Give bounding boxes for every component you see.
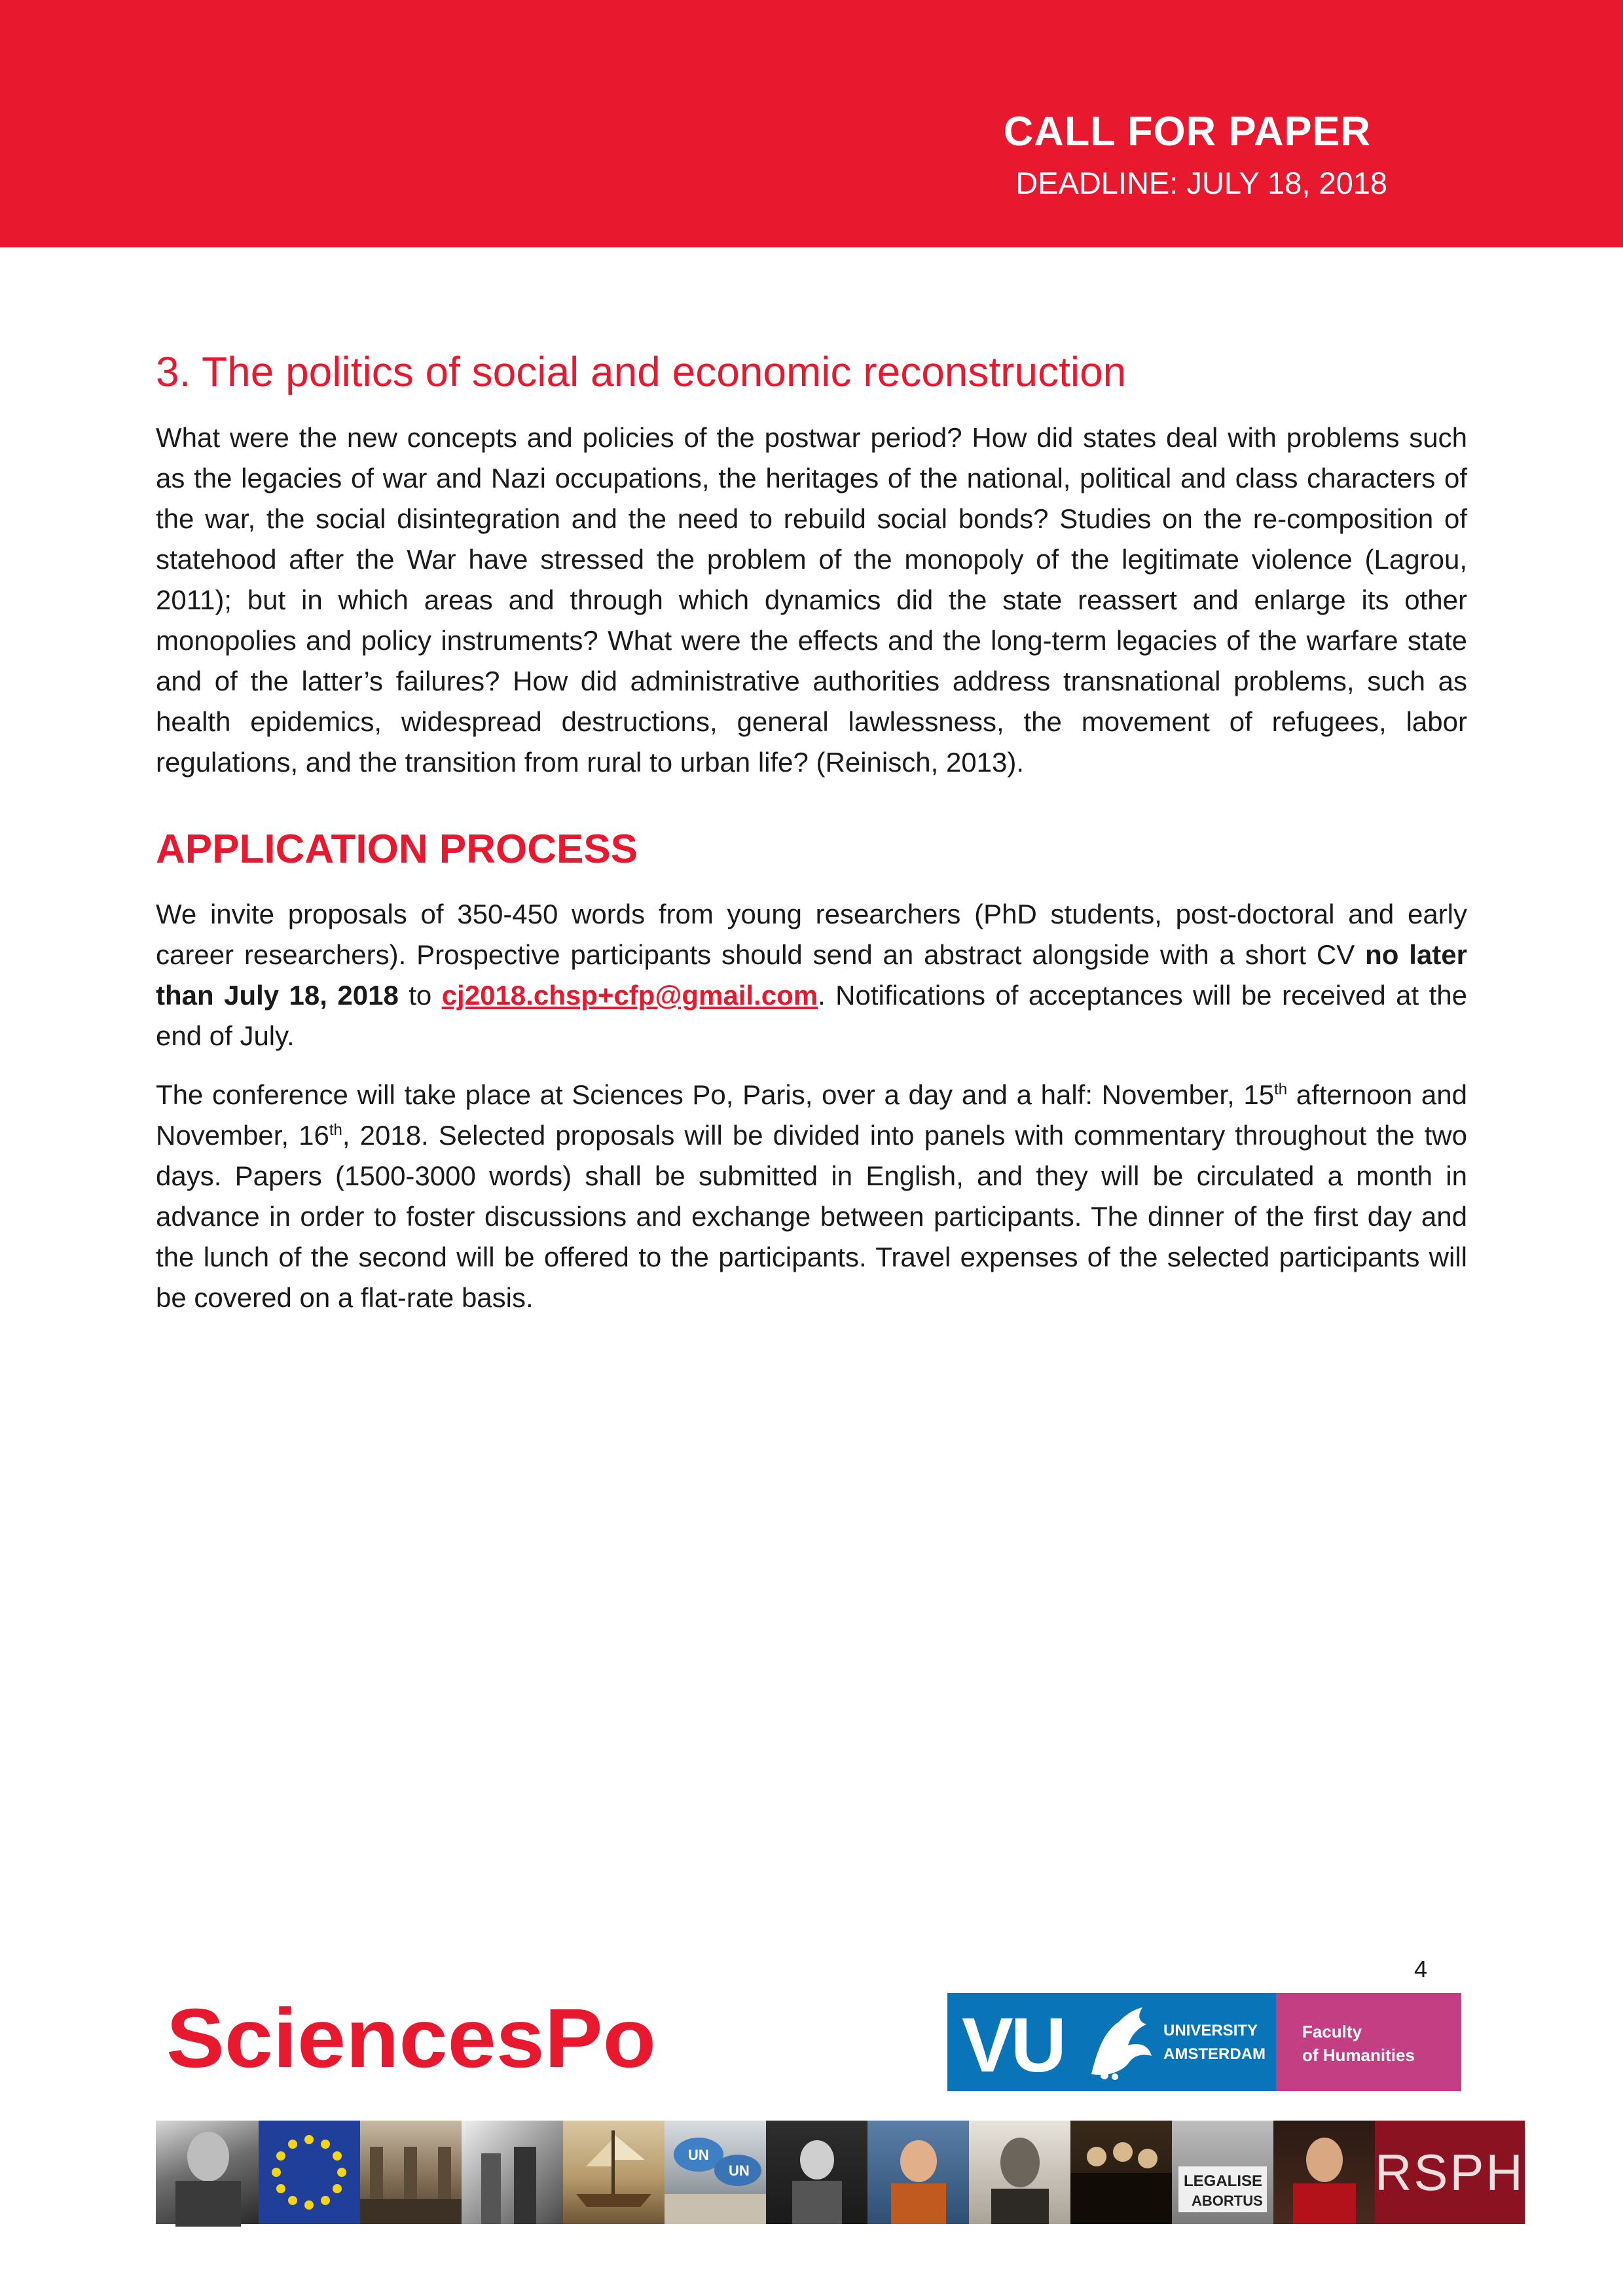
vu-faculty-logo <box>947 1993 1461 2091</box>
figures-icon <box>462 2121 563 2224</box>
eu-stars-icon <box>259 2121 360 2224</box>
politician-photo <box>867 2121 969 2224</box>
ship-painting <box>563 2121 665 2224</box>
sciencespo-logo <box>164 1990 661 2088</box>
photo-strip <box>156 2121 1525 2224</box>
group-portrait-icon <box>1070 2121 1172 2224</box>
sciencespo-logo-graphic <box>164 1990 661 2088</box>
portrait-red-robe-icon <box>1273 2121 1375 2224</box>
vu-amsterdam-label: AMSTERDAM <box>1163 2045 1266 2063</box>
hall-arches-icon <box>360 2121 462 2224</box>
portrait-figure-icon <box>156 2121 259 2224</box>
section-3-paragraph: What were the new concepts and policies of the postwar period? How did states deal with problems such as the legacies of war and Nazi occupations, the heritages of the national, political and class characters of the war, the social disintegration and the need to rebuild social bonds? Studies on the re-composition of statehood after the War have stressed the problem of the monopoly of the legitimate violence (Lagrou, 2011); but in which areas and through which dynamics did the state reassert and enlarge its other monopolies and policy instruments? What were the effects and the long-term legacies of the warfare state and of the latter’s failures? How did administrative authorities address transnational problems, such as health epidemics, widespread destructions, general lawlessness, the movement of refugees, labor regulations, and the transition from rural to urban life? (Reinisch, 2013). <box>156 422 1467 778</box>
sciencespo-logo-text: SciencesPo <box>166 1992 656 2085</box>
text-run: . Notifications of acceptances will be received at the end of July. <box>156 980 1467 1051</box>
superscript: th <box>329 1121 342 1139</box>
soldiers-photo <box>462 2121 563 2224</box>
sign-text: ABORTUS <box>1192 2193 1263 2209</box>
man-figure-icon <box>766 2121 867 2224</box>
faculty-label: Faculty <box>1302 2022 1362 2041</box>
assembly-hall-photo <box>360 2121 462 2224</box>
un-helmets-icon <box>665 2121 766 2224</box>
document-body <box>156 346 1467 1318</box>
deadline-subtitle: DEADLINE: JULY 18, 2018 <box>1015 166 1387 200</box>
machiavelli-portrait <box>1273 2121 1375 2224</box>
application-process-heading: APPLICATION PROCESS <box>156 827 638 872</box>
engraved-face-icon <box>969 2121 1070 2224</box>
portrait-photo <box>156 2121 259 2224</box>
faculty-block <box>1276 1993 1461 2091</box>
text-run: to <box>398 980 442 1011</box>
ship-icon <box>563 2121 665 2224</box>
text-run: The conference will take place at Sciences Po, Paris, over a day and a half: November, 15 <box>156 1079 1275 1110</box>
deadline-emphasis: no later than July 18, 2018 <box>156 939 1467 1011</box>
text-run: afternoon and November, 16 <box>156 1079 1467 1151</box>
vu-logo-block <box>947 1993 1276 2091</box>
un-label: UN <box>688 2147 709 2163</box>
protest-sign-icon <box>1172 2121 1273 2224</box>
section-heading-3: 3. The politics of social and economic reconstruction <box>156 348 1127 395</box>
rsph-logo: RSPH <box>1375 2121 1525 2224</box>
griffin-icon <box>1078 2002 1157 2083</box>
header-band <box>0 0 1623 247</box>
sign-text: LEGALISE <box>1184 2172 1263 2190</box>
text-run: , 2018. Selected proposals will be divided into panels with commentary throughout the two days. Papers (1500-3000 words) shall be submitted in English, and they will be circulated a month in advance in order to foster discussions and exchange between participants. The dinner of the first day and the lunch of the second will be offered to the participants. Travel expenses of the selected participants will be covered on a flat-rate basis. <box>156 1120 1467 1313</box>
humanities-label: of Humanities <box>1302 2045 1415 2065</box>
protest-photo <box>1172 2121 1273 2224</box>
saluting-man-photo <box>766 2121 867 2224</box>
application-paragraph-1 <box>156 894 1467 1056</box>
page-number: 4 <box>1414 1956 1428 1982</box>
eu-flag <box>259 2121 360 2224</box>
vu-letters: VU <box>962 2002 1064 2089</box>
call-for-paper-title: CALL FOR PAPER <box>1003 109 1371 154</box>
rembrandt-painting <box>1070 2121 1172 2224</box>
engraved-portrait <box>969 2121 1070 2224</box>
email-link[interactable]: cj2018.chsp+cfp@gmail.com <box>441 980 818 1011</box>
superscript: th <box>1274 1081 1288 1098</box>
application-paragraph-2 <box>156 1075 1467 1318</box>
un-sandbags-photo <box>665 2121 766 2224</box>
text-run: We invite proposals of 350-450 words from young researchers (PhD students, post-doctoral and early career researchers). Prospective participants should send an abstract alongside with a short CV <box>156 899 1467 970</box>
politician-figure-icon <box>867 2121 969 2224</box>
vu-university-label: UNIVERSITY <box>1163 2022 1258 2039</box>
un-label: UN <box>729 2162 750 2179</box>
